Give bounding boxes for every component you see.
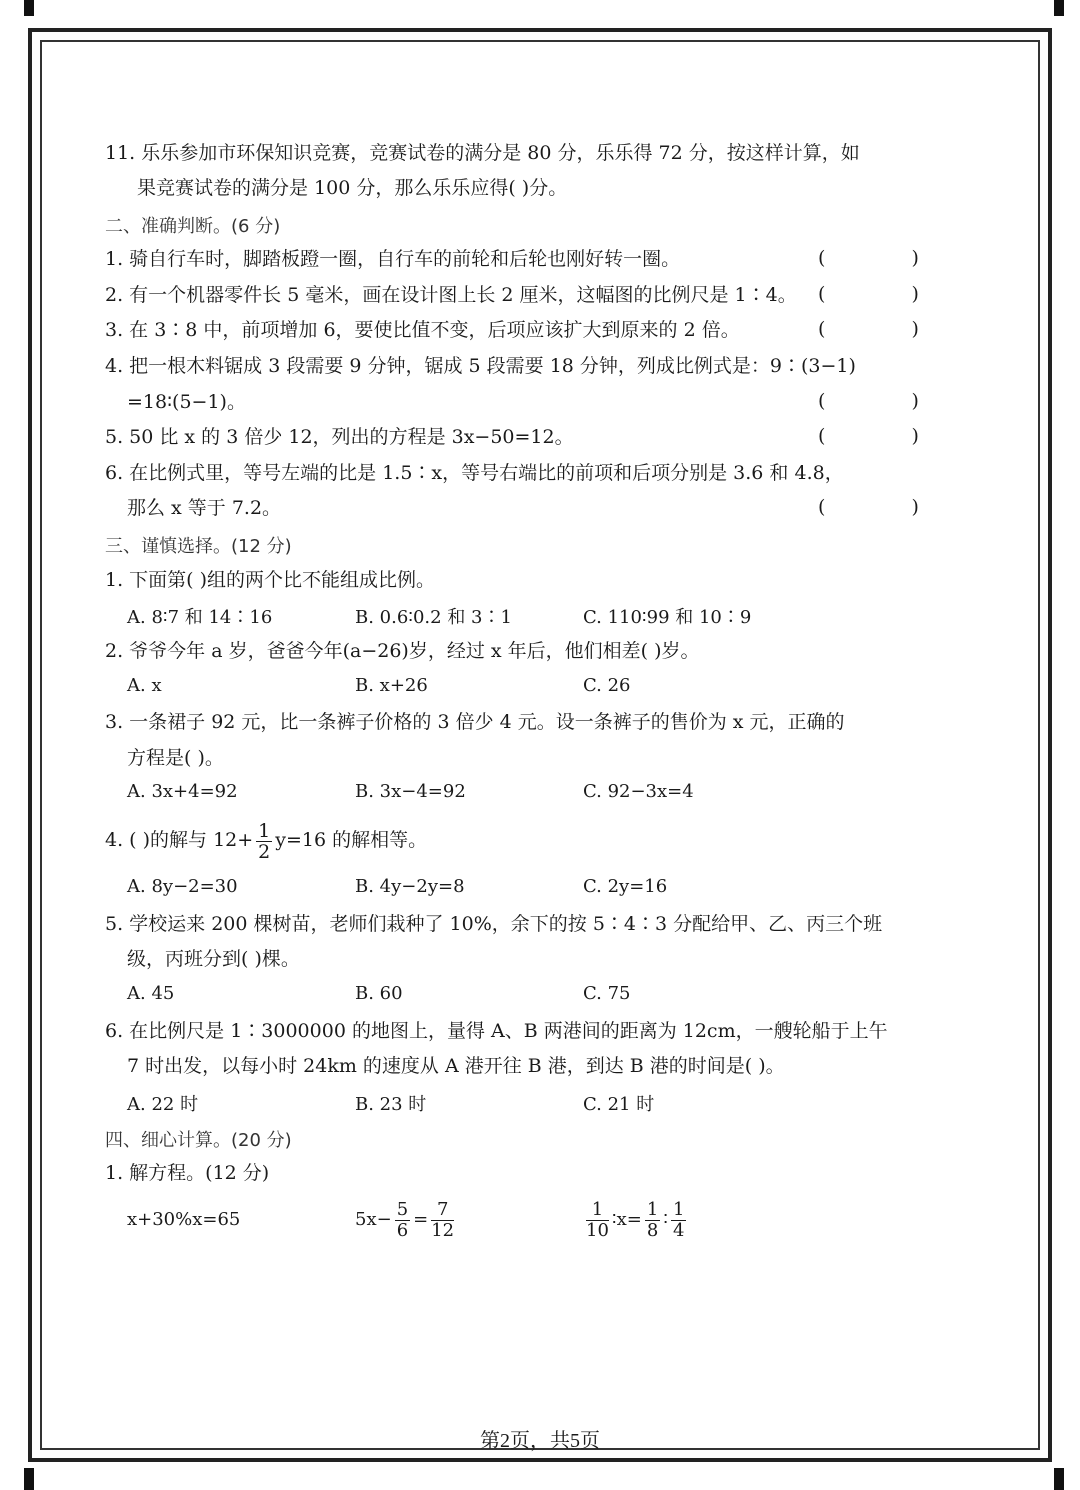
corner-mark-bottom-right xyxy=(1054,1468,1064,1490)
answer-paren-6[interactable]: ( ) xyxy=(818,496,959,518)
equation-3-mid-2: ∶ xyxy=(663,1209,668,1230)
choice-q5-option-c[interactable]: C. 75 xyxy=(583,983,631,1004)
choice-q6-option-c[interactable]: C. 21 时 xyxy=(583,1094,655,1115)
fraction-denominator: 6 xyxy=(396,1219,409,1241)
corner-mark-top-right xyxy=(1054,0,1064,16)
section-3-title: 三、谨慎选择。(12 分) xyxy=(105,536,292,557)
equation-2-equals: = xyxy=(413,1209,429,1230)
answer-paren-1[interactable]: ( ) xyxy=(818,247,959,269)
judge-item-4: 4. 把一根木料锯成 3 段需要 9 分钟，锯成 5 段需要 18 分钟，列成比例式是：9∶(3−1) xyxy=(105,355,856,377)
fraction-five-sixths xyxy=(395,1200,410,1241)
fraction-numerator: 7 xyxy=(431,1200,454,1221)
choice-q3-option-c[interactable]: C. 92−3x=4 xyxy=(583,781,694,802)
fraction-denominator: 10 xyxy=(586,1219,609,1241)
corner-mark-bottom-left xyxy=(24,1468,34,1490)
choice-q4-stem xyxy=(105,818,427,862)
choice-q6-stem-2: 7 时出发，以每小时 24km 的速度从 A 港开往 B 港，到达 B 港的时间是( )。 xyxy=(127,1055,785,1077)
fraction-denominator: 8 xyxy=(646,1219,659,1241)
judge-item-1: 1. 骑自行车时，脚踏板蹬一圈，自行车的前轮和后轮也刚好转一圈。 xyxy=(105,248,681,270)
fraction-numerator: 1 xyxy=(672,1198,685,1220)
choice-q3-option-b[interactable]: B. 3x−4=92 xyxy=(355,781,466,802)
choice-q5-option-a[interactable]: A. 45 xyxy=(127,983,175,1004)
choice-q4-option-b[interactable]: B. 4y−2y=8 xyxy=(355,876,465,897)
choice-q6-stem-1: 6. 在比例尺是 1∶3000000 的地图上，量得 A、B 两港间的距离为 12cm，一艘轮船于上午 xyxy=(105,1020,888,1042)
choice-q2-option-c[interactable]: C. 26 xyxy=(583,675,631,696)
fraction-denominator: 2 xyxy=(258,840,271,863)
choice-q1-option-a[interactable]: A. 8∶7 和 14∶16 xyxy=(127,607,273,628)
choice-q5-stem-1: 5. 学校运来 200 棵树苗，老师们栽种了 10%，余下的按 5∶4∶3 分配给甲、乙、丙三个班 xyxy=(105,913,883,935)
fraction-denominator: 4 xyxy=(672,1219,685,1241)
fraction-numerator: 1 xyxy=(258,819,271,842)
equation-3 xyxy=(583,1198,689,1242)
fraction-denominator: 12 xyxy=(431,1219,455,1241)
choice-q3-option-a[interactable]: A. 3x+4=92 xyxy=(127,781,238,802)
q11-line-2: 果竞赛试卷的满分是 100 分，那么乐乐应得( )分。 xyxy=(137,177,568,199)
choice-q2-stem: 2. 爷爷今年 a 岁，爸爸今年(a−26)岁，经过 x 年后，他们相差( )岁。 xyxy=(105,640,700,662)
answer-paren-5[interactable]: ( ) xyxy=(818,425,959,447)
choice-q5-stem-2: 级，丙班分到( )棵。 xyxy=(127,948,300,970)
judge-item-2: 2. 有一个机器零件长 5 毫米，画在设计图上长 2 厘米，这幅图的比例尺是 1∶4。 xyxy=(105,284,797,306)
corner-mark-top-left xyxy=(24,0,34,16)
choice-q2-option-b[interactable]: B. x+26 xyxy=(355,675,428,696)
choice-q2-option-a[interactable]: A. x xyxy=(127,675,162,696)
choice-q6-option-a[interactable]: A. 22 时 xyxy=(127,1094,199,1115)
equation-2 xyxy=(355,1198,457,1242)
choice-q1-option-b[interactable]: B. 0.6∶0.2 和 3∶1 xyxy=(355,607,512,628)
judge-item-4-cont: =18∶(5−1)。 xyxy=(127,391,246,413)
fraction-one-quarter xyxy=(671,1200,686,1241)
choice-q4-option-a[interactable]: A. 8y−2=30 xyxy=(127,876,238,897)
judge-item-6: 6. 在比例式里，等号左端的比是 1.5∶x，等号右端比的前项和后项分别是 3.6 和 4.8， xyxy=(105,462,844,484)
fraction-numerator: 1 xyxy=(646,1198,659,1220)
fraction-numerator: 5 xyxy=(396,1198,409,1220)
judge-item-5: 5. 50 比 x 的 3 倍少 12，列出的方程是 3x−50=12。 xyxy=(105,426,574,448)
choice-q3-stem-2: 方程是( )。 xyxy=(127,747,224,769)
calc-sub-1-title: 1. 解方程。(12 分) xyxy=(105,1162,270,1184)
answer-paren-2[interactable]: ( ) xyxy=(818,283,959,305)
choice-q4-stem-post: y=16 的解相等。 xyxy=(275,829,428,851)
equation-1: x+30%x=65 xyxy=(127,1209,241,1230)
choice-q3-stem-1: 3. 一条裙子 92 元，比一条裤子价格的 3 倍少 4 元。设一条裤子的售价为 x 元，正确的 xyxy=(105,711,845,733)
judge-item-6-cont: 那么 x 等于 7.2。 xyxy=(127,497,282,519)
choice-q1-option-c[interactable]: C. 110∶99 和 10∶9 xyxy=(583,607,752,628)
choice-q4-option-c[interactable]: C. 2y=16 xyxy=(583,876,668,897)
page-number-footer: 第2页，共5页 xyxy=(480,1430,600,1452)
fraction-one-eighth xyxy=(645,1200,660,1241)
fraction-one-half xyxy=(256,821,272,862)
fraction-seven-twelfths xyxy=(431,1200,454,1241)
answer-paren-4[interactable]: ( ) xyxy=(818,390,959,412)
section-2-title: 二、准确判断。(6 分) xyxy=(105,216,281,237)
choice-q6-option-b[interactable]: B. 23 时 xyxy=(355,1094,427,1115)
fraction-one-tenth xyxy=(586,1200,609,1241)
choice-q5-option-b[interactable]: B. 60 xyxy=(355,983,403,1004)
answer-paren-3[interactable]: ( ) xyxy=(818,318,959,340)
equation-3-mid-1: ∶x= xyxy=(611,1209,642,1230)
equation-2-pre: 5x− xyxy=(355,1209,392,1230)
judge-item-3: 3. 在 3∶8 中，前项增加 6，要使比值不变，后项应该扩大到原来的 2 倍。 xyxy=(105,319,740,341)
choice-q1-stem: 1. 下面第( )组的两个比不能组成比例。 xyxy=(105,569,436,591)
section-4-title: 四、细心计算。(20 分) xyxy=(105,1130,292,1151)
fraction-numerator: 1 xyxy=(586,1200,609,1221)
choice-q4-stem-pre: 4. ( )的解与 12+ xyxy=(105,829,254,851)
q11-line-1: 11. 乐乐参加市环保知识竞赛，竞赛试卷的满分是 80 分，乐乐得 72 分，按这样计算，如 xyxy=(105,142,860,164)
